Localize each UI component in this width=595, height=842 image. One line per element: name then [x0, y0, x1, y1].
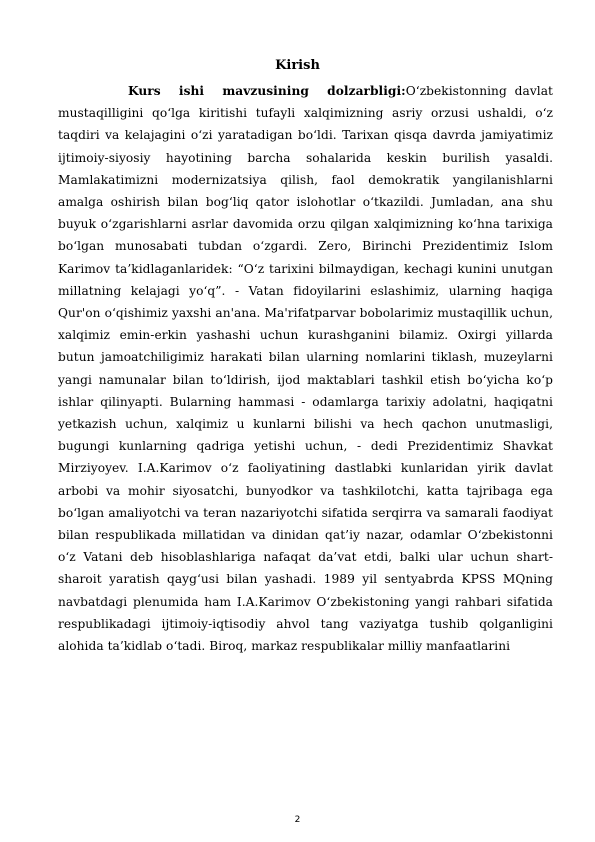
- body-text: O‘zbekistonning davlat mustaqilligini qo‘lga kiritishi tufayli xalqimizning asriy orzusi ushaldi, o‘z taqdiri va kelajagini o‘zi yaratadigan bo‘ldi. Tarixan qisqa davrda jamiyatimiz ijtimoiy-siyosiy hayotining barcha sohalarida keskin burilish yasaldi. Mamlakatimizni modernizatsiya qilish, faol demokratik yangilanishlarni amalga oshirish bilan bog‘liq qator islohotlar o‘tkazildi. Jumladan, ana shu buyuk o‘zgarishlarni asrlar davomida orzu qilgan xalqimizning ko‘hna tarixiga bo‘lgan munosabati tubdan o‘zgardi. Zero, Birinchi Prezidentimiz Islom Karimov ta’kidlaganlaridek: “O‘z tarixini bilmaydigan, kechagi kunini unutgan millatning kelajagi yo‘q”. - Vatan fidoyilarini eslashimiz, ularning haqiga Qur'on o‘qishimiz yaxshi an'ana. Ma'rifatparvar bobolarimiz mustaqillik uchun, xalqimiz emin-erkin yashashi uchun kurashganini bilamiz. Oxirgi yillarda butun jamoatchiligimiz harakati bilan ularning nomlarini tiklash, muzeylarni yangi namunalar bilan to‘ldirish, ijod maktablari tashkil etish bo‘yicha ko‘p ishlar qilinyapti. Bularning hammasi - odamlarga tarixiy adolatni, haqiqatni yetkazish uchun, xalqimiz u kunlarni bilishi va hech qachon unutmasligi, bugungi kunlarning qadriga yetishi uchun, - dedi Prezidentimiz Shavkat Mirziyoyev. I.A.Karimov o‘z faoliyatining dastlabki kunlaridan yirik davlat arbobi va mohir siyosatchi, bunyodkor va tashkilotchi, katta tajribaga ega bo‘lgan amaliyotchi va teran nazariyotchi sifatida serqirra va samarali faodiyat bilan respublikada millatidan va dinidan qat’iy nazar, odamlar O‘zbekistonni o‘z Vatani deb hisoblashlariga nafaqat da’vat etdi, balki ular uchun shart-sharoit yaratish qayg‘usi bilan yashadi. 1989 yil sentyabrda KPSS MQning navbatdagi plenumida ham I.A.Karimov O‘zbekistoning yangi rahbari sifatida respublikadagi ijtimoiy-iqtisodiy ahvol tang vaziyatga tushib qolganligini alohida ta’kidlab o‘tadi. Biroq, markaz respublikalar milliy manfaatlarini: [58, 84, 554, 654]
- body-paragraph: [58, 80, 553, 657]
- section-heading: Kirish: [275, 58, 320, 73]
- lead-label: Kurs ishi mavzusining dolzarbligi:: [128, 84, 406, 98]
- page-number: 2: [294, 815, 301, 825]
